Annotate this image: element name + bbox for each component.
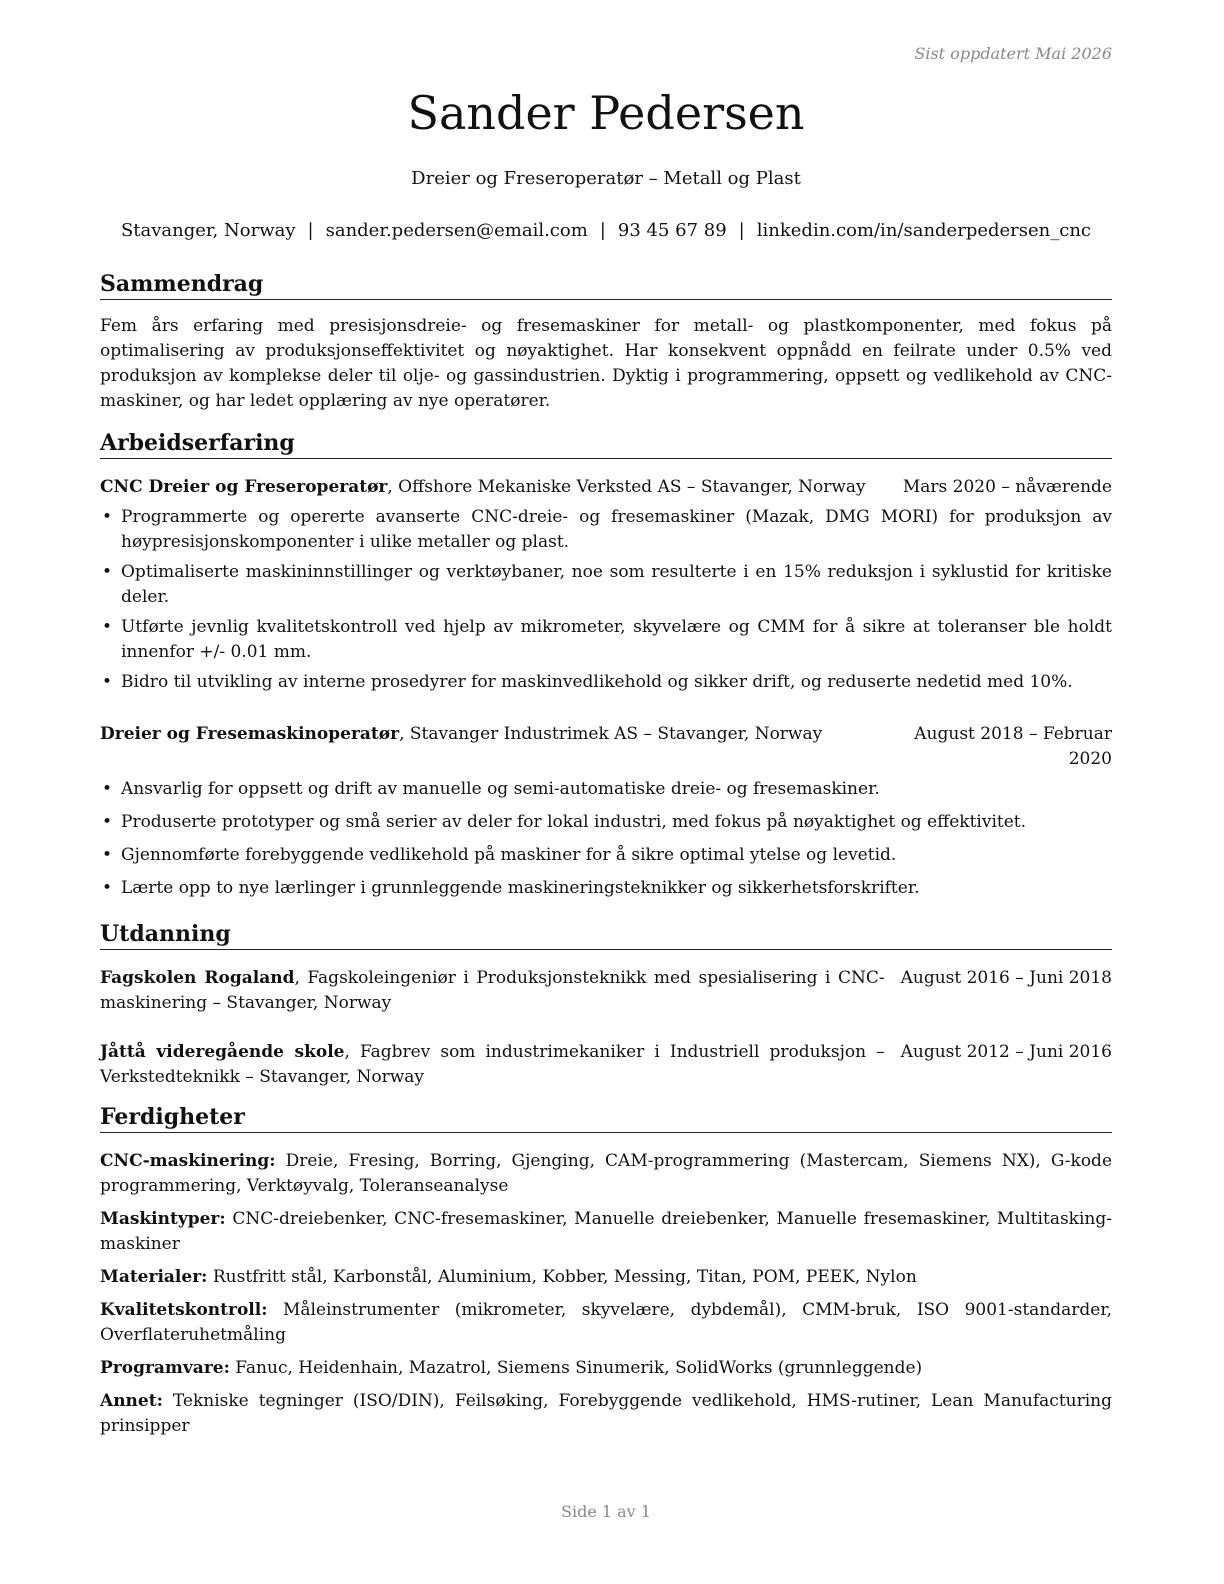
skill-label: CNC-maskinering: <box>100 1151 276 1171</box>
bullet-icon: • <box>102 878 113 898</box>
bullet-icon: • <box>102 617 113 637</box>
skill-row <box>100 1207 1112 1257</box>
bullet-icon: • <box>102 779 113 799</box>
section-title-experience: Arbeidserfaring <box>100 429 1112 459</box>
degree-detail: , Fagbrev som industrimekaniker i Industriell produksjon – Verkstedteknikk – Stavanger, Norway <box>100 1042 885 1087</box>
bullet-item: • Optimaliserte maskininnstillinger og verktøybaner, noe som resulterte i en 15% reduksjon i syklustid for kritiske deler. <box>102 562 1112 607</box>
school-name: Jåttå videregående skole <box>100 1042 345 1062</box>
resume-page <box>100 0 1112 1584</box>
skill-row <box>100 1389 1112 1439</box>
candidate-name: Sander Pedersen <box>407 86 805 140</box>
education-entry <box>100 966 1112 1016</box>
skill-row <box>100 1149 1112 1199</box>
job-entry <box>100 722 1112 901</box>
summary-section <box>100 270 1112 414</box>
contact-location: Stavanger, Norway <box>120 220 296 241</box>
bullet-icon: • <box>102 562 113 582</box>
contact-email[interactable]: sander.pedersen@email.com <box>325 220 588 241</box>
job-company: , Offshore Mekaniske Verksted AS – Stavanger, Norway <box>387 477 866 497</box>
experience-section <box>100 429 1112 901</box>
skill-label: Programvare: <box>100 1358 230 1378</box>
section-title-skills: Ferdigheter <box>100 1103 1112 1133</box>
skill-value: Fanuc, Heidenhain, Mazatrol, Siemens Sinumerik, SolidWorks (grunnleggende) <box>235 1358 923 1378</box>
bullet-item: • Bidro til utvikling av interne prosedyrer for maskinvedlikehold og sikker drift, og reduserte nedetid med 10%. <box>100 670 1112 695</box>
skill-label: Kvalitetskontroll: <box>100 1300 268 1320</box>
education-section <box>100 920 1112 1090</box>
job-header <box>100 722 1112 772</box>
job-bullets <box>100 505 1112 695</box>
school-name: Fagskolen Rogaland <box>100 968 295 988</box>
last-updated: Sist oppdatert Mai 2026 <box>914 44 1112 63</box>
education-dates: August 2016 – Juni 2018 <box>900 968 1112 988</box>
bullet-icon: • <box>102 845 113 865</box>
bullet-item: • Utførte jevnlig kvalitetskontroll ved hjelp av mikrometer, skyvelære og CMM for å sikre at toleranser ble holdt innenfor +/- 0.01 mm. <box>102 617 1112 662</box>
skill-row <box>100 1265 1112 1290</box>
job-role: CNC Dreier og Freseroperatør <box>100 477 388 497</box>
candidate-title: Dreier og Freseroperatør – Metall og Plast <box>411 168 801 189</box>
contact-separator: | <box>307 220 314 241</box>
contact-separator: | <box>738 220 745 241</box>
skill-row <box>100 1356 1112 1381</box>
section-title-summary: Sammendrag <box>100 270 1112 300</box>
contact-phone: 93 45 67 89 <box>617 220 727 241</box>
bullet-icon: • <box>102 672 113 692</box>
contact-separator: | <box>599 220 606 241</box>
skill-value: Rustfritt stål, Karbonstål, Aluminium, Kobber, Messing, Titan, POM, PEEK, Nylon <box>212 1267 917 1287</box>
skill-row <box>100 1298 1112 1348</box>
page-number: Side 1 av 1 <box>561 1502 651 1521</box>
bullet-item: • Ansvarlig for oppsett og drift av manuelle og semi-automatiske dreie- og fresemaskiner. <box>100 777 1112 802</box>
education-dates: August 2012 – Juni 2016 <box>900 1042 1112 1062</box>
bullet-icon: • <box>102 507 113 527</box>
section-title-education: Utdanning <box>100 920 1112 950</box>
job-bullets <box>100 777 1112 901</box>
education-entry <box>100 1040 1112 1090</box>
summary-text: Fem års erfaring med presisjonsdreie- og fresemaskiner for metall- og plastkomponenter, med fokus på optimalisering av produksjonseffektivitet og nøyaktighet. Har konsekvent oppnådd en feilrate under 0.5% ved produksjon av komplekse deler til olje- og gassindustrien. Dyktig i programmering, oppsett og vedlikehold av CNC-maskiner, og har ledet opplæring av nye operatører. <box>100 316 1112 411</box>
contact-line <box>100 220 1112 241</box>
bullet-icon: • <box>102 812 113 832</box>
degree-detail: , Fagskoleingeniør i Produksjonsteknikk med spesialisering i CNC-maskinering – Stavanger, Norway <box>100 968 885 1013</box>
bullet-item: • Gjennomførte forebyggende vedlikehold på maskiner for å sikre optimal ytelse og levetid. <box>100 843 1112 868</box>
skill-label: Materialer: <box>100 1267 208 1287</box>
skill-value: CNC-dreiebenker, CNC-fresemaskiner, Manuelle dreiebenker, Manuelle fresemaskiner, Multitasking-maskiner <box>100 1209 1113 1254</box>
bullet-item: • Produserte prototyper og små serier av deler for lokal industri, med fokus på nøyaktighet og effektivitet. <box>100 810 1112 835</box>
job-dates: Mars 2020 – nåværende <box>902 477 1112 497</box>
skills-section <box>100 1103 1112 1439</box>
job-role: Dreier og Fresemaskinoperatør <box>100 724 400 744</box>
job-company: , Stavanger Industrimek AS – Stavanger, Norway <box>399 724 823 744</box>
skill-label: Annet: <box>100 1391 163 1411</box>
skill-value: Tekniske tegninger (ISO/DIN), Feilsøking, Forebyggende vedlikehold, HMS-rutiner, Lean Manufacturing prinsipper <box>100 1391 1112 1436</box>
job-dates: August 2018 – Februar 2020 <box>914 724 1112 769</box>
skill-label: Maskintyper: <box>100 1209 226 1229</box>
skill-value: Dreie, Fresing, Borring, Gjenging, CAM-programmering (Mastercam, Siemens NX), G-kode programmering, Verktøyvalg, Toleranseanalyse <box>100 1151 1113 1196</box>
skill-value: Måleinstrumenter (mikrometer, skyvelære, dybdemål), CMM-bruk, ISO 9001-standarder, Overflateruhetmåling <box>100 1300 1113 1345</box>
job-entry <box>100 475 1112 695</box>
bullet-item: • Programmerte og opererte avanserte CNC-dreie- og fresemaskiner (Mazak, DMG MORI) for produksjon av høypresisjonskomponenter i ulike metaller og plast. <box>102 507 1112 552</box>
job-header <box>100 475 1112 500</box>
contact-linkedin[interactable]: linkedin.com/in/sanderpedersen_cnc <box>756 220 1092 241</box>
bullet-item: • Lærte opp to nye lærlinger i grunnleggende maskineringsteknikker og sikkerhetsforskrifter. <box>100 876 1112 901</box>
